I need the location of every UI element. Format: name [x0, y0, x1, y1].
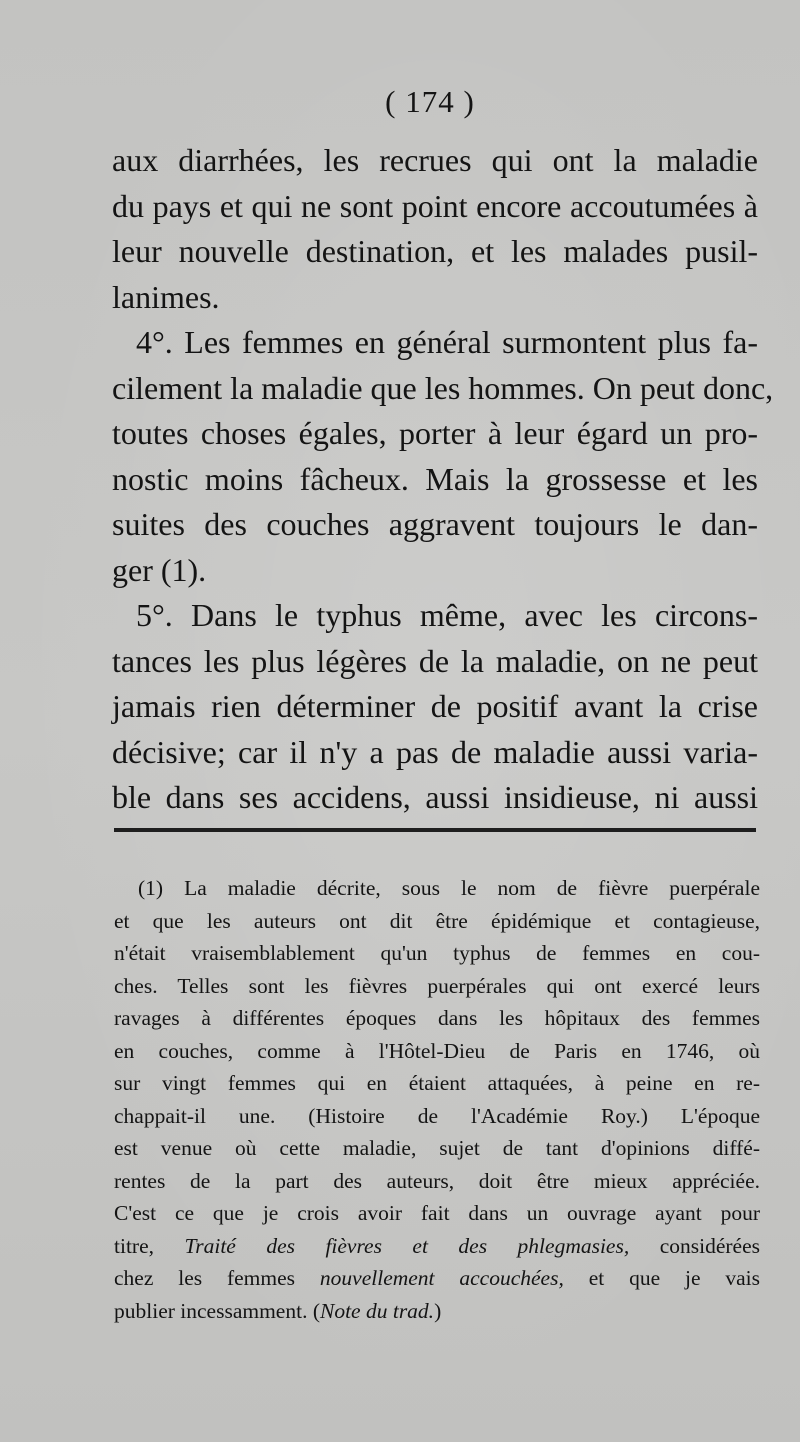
footnote-text: considérées	[629, 1233, 760, 1258]
page-number: ( 174 )	[385, 84, 475, 119]
text-line: lanimes.	[112, 278, 220, 315]
footnote-line: en couches, comme à l'Hôtel-Dieu de Paris en 1746, où	[114, 1038, 760, 1063]
text-line: leur nouvelle destination, et les malades pusil-	[112, 233, 758, 269]
text-line: décisive; car il n'y a pas de maladie aussi varia-	[112, 733, 758, 770]
footnote-text: publier incessamment. (	[114, 1298, 320, 1323]
text-line: ble dans ses accidens, aussi insidieuse, ni aussi	[112, 779, 758, 815]
footnote-line: (1) La maladie décrite, sous le nom de fièvre puerpérale	[138, 876, 760, 900]
translator-note: Note du trad.	[319, 1298, 435, 1323]
footnote-line: est venue où cette maladie, sujet de tant d'opinions diffé-	[114, 1136, 760, 1160]
footnote-line: n'était vraisemblablement qu'un typhus de femmes en cou-	[114, 941, 760, 965]
footnote-divider	[114, 828, 756, 832]
footnote-line: rentes de la part des auteurs, doit être mieux appréciée.	[114, 1168, 760, 1193]
book-title-continued: nouvellement accouchées,	[319, 1266, 564, 1290]
footnote	[114, 872, 760, 1327]
footnote-text: et que je vais	[563, 1266, 760, 1290]
footnote-line: ches. Telles sont les fièvres puerpérales qui ont exercé leurs	[114, 973, 760, 998]
footnote-line-chez	[114, 1262, 760, 1295]
footnote-text: titre,	[114, 1233, 185, 1258]
text-line: suites des couches aggravent toujours le dan-	[112, 506, 758, 542]
footnote-line: C'est ce que je crois avoir fait dans un ouvrage ayant pour	[114, 1201, 760, 1225]
text-line: nostic moins fâcheux. Mais la grossesse et les	[112, 460, 758, 497]
footnote-line: ravages à différentes époques dans les hôpitaux des femmes	[114, 1006, 760, 1030]
main-text	[112, 138, 774, 821]
text-line: du pays et qui ne sont point encore accoutumées à	[112, 187, 758, 224]
text-line: aux diarrhées, les recrues qui ont la maladie	[112, 142, 758, 178]
text-line: cilement la maladie que les hommes. On peut donc,	[112, 369, 774, 406]
text-line: 5°. Dans le typhus même, avec les circons-	[136, 597, 758, 633]
text-line: jamais rien déterminer de positif avant la crise	[112, 688, 758, 724]
text-line: 4°. Les femmes en général surmontent plus fa-	[136, 324, 758, 360]
footnote-line-last	[114, 1295, 760, 1328]
footnote-line: chappait-il une. (Histoire de l'Académie Roy.) L'époque	[114, 1103, 760, 1128]
footnote-line: sur vingt femmes qui en étaient attaquées, à peine en re-	[114, 1071, 760, 1095]
book-title: Traité des fièvres et des phlegmasies,	[184, 1233, 630, 1258]
footnote-text: )	[434, 1298, 442, 1323]
text-line: toutes choses égales, porter à leur égard un pro-	[112, 415, 758, 451]
text-line: tances les plus légères de la maladie, on ne peut	[112, 642, 758, 679]
footnote-line: et que les auteurs ont dit être épidémique et contagieuse,	[114, 908, 760, 933]
text-line: ger (1).	[112, 551, 207, 588]
footnote-line-titre	[114, 1230, 760, 1263]
footnote-text: chez les femmes	[114, 1266, 320, 1290]
